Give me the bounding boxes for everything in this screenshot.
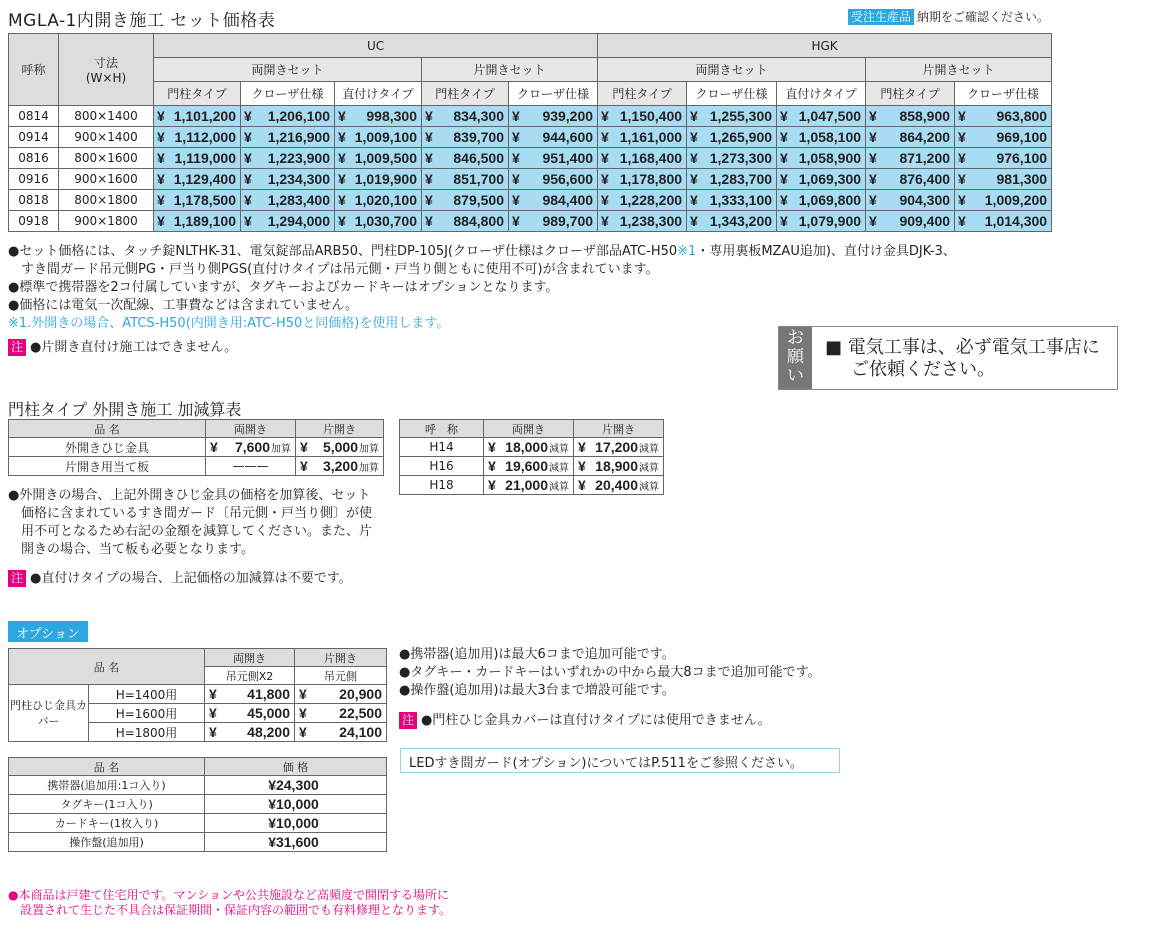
notes-options: ●携帯器(追加用)は最大6コまで追加可能です。 ●タグキー・カードキーはいずれかの中から最大8コまで追加可能です。 ●操作盤(追加用)は最大3台まで増設可能です。: [399, 647, 821, 698]
price-cell: ¥ 904,300: [866, 190, 955, 211]
price-cell: ¥ 944,600: [509, 127, 598, 148]
model-code: 0918: [9, 211, 59, 232]
price-cell: ¥ 956,600: [509, 169, 598, 190]
caution-direct-no-adjust: 注 ●直付けタイプの場合、上記価格の加減算は不要です。: [8, 570, 352, 588]
model-code: 0814: [9, 106, 59, 127]
price-cell: ¥ 834,300: [422, 106, 509, 127]
options-label: オプション: [8, 621, 88, 642]
price-cell: ¥ 19,600減算: [484, 457, 574, 476]
price-cell: ¥ 1,178,500: [154, 190, 241, 211]
price-cell: ¥ 969,100: [955, 127, 1052, 148]
header-uc: UC: [154, 34, 598, 58]
price-cell: ¥10,000: [205, 795, 387, 814]
price-cell: ¥ 1,112,000: [154, 127, 241, 148]
header-closer: クローザ仕様: [509, 82, 598, 106]
price-cell: ¥ 876,400: [866, 169, 955, 190]
price-cell: ¥ 1,119,000: [154, 148, 241, 169]
price-cell: ¥ 1,216,900: [241, 127, 335, 148]
price-cell: ¥ 989,700: [509, 211, 598, 232]
price-cell: ¥ 1,009,500: [335, 148, 422, 169]
note-standard-accessories: ●標準で携帯器を2コ付属していますが、タグキーおよびカードキーはオプションとなります。: [8, 280, 559, 295]
table-row: [400, 438, 664, 457]
header-double: 両開き: [484, 420, 574, 438]
note-included-items: ●セット価格には、タッチ錠NLTHK-31、電気錠部品ARB50、門柱DP-105J(クローザ仕様はクローザ部品ATC-H50※1・専用裏板MZAU追加)、直付け金具DJK-3、: [8, 244, 956, 259]
header-double: 両開き: [206, 420, 296, 438]
dimension: 800×1600: [59, 148, 154, 169]
price-cell: ¥ 1,101,200: [154, 106, 241, 127]
height-size: H=1800用: [89, 723, 205, 742]
header-closer: クローザ仕様: [955, 82, 1052, 106]
order-notice: [848, 8, 1049, 25]
header-single: 片開き: [295, 649, 387, 667]
header-hgk-single: 片開きセット: [866, 58, 1052, 82]
price-cell: ¥ 1,019,900: [335, 169, 422, 190]
accessory-option-table: [8, 757, 387, 852]
price-cell: ¥ 839,700: [422, 127, 509, 148]
header-double: 両開き: [205, 649, 295, 667]
price-cell: ¥ 1,058,100: [777, 127, 866, 148]
price-cell: ¥ 1,009,100: [335, 127, 422, 148]
price-cell: ¥ 1,069,300: [777, 169, 866, 190]
price-cell: ¥ 1,150,400: [598, 106, 687, 127]
price-cell: ¥24,300: [205, 776, 387, 795]
table-row: [400, 457, 664, 476]
price-cell: ¥ 858,900: [866, 106, 955, 127]
price-cell: ¥ 45,000: [205, 704, 295, 723]
header-closer: クローザ仕様: [241, 82, 335, 106]
price-cell: ¥10,000: [205, 814, 387, 833]
table-row: [9, 833, 387, 852]
price-cell: ¥ 963,800: [955, 106, 1052, 127]
height-code: H16: [400, 457, 484, 476]
request-label: お 願 い: [779, 327, 812, 389]
header-name: 呼 称: [400, 420, 484, 438]
dimension: 800×1400: [59, 106, 154, 127]
price-cell: ¥ 1,283,700: [687, 169, 777, 190]
header-price: 価 格: [205, 758, 387, 776]
header-post-type: 門柱タイプ: [422, 82, 509, 106]
price-cell: ¥ 1,265,900: [687, 127, 777, 148]
model-code: 0916: [9, 169, 59, 190]
price-cell: ¥ 1,020,100: [335, 190, 422, 211]
price-cell: ¥ 909,400: [866, 211, 955, 232]
price-cell: ¥ 1,234,300: [241, 169, 335, 190]
dimension: 900×1400: [59, 127, 154, 148]
price-cell: ¥ 1,168,400: [598, 148, 687, 169]
led-guard-reference: LEDすき間ガード(オプション)についてはP.511をご参照ください。: [400, 748, 840, 773]
page-title: MGLA-1内開き施工 セット価格表: [8, 11, 276, 31]
header-post-type: 門柱タイプ: [598, 82, 687, 106]
price-cell: ¥ 1,343,200: [687, 211, 777, 232]
table-row: [9, 814, 387, 833]
price-cell: ¥ 951,400: [509, 148, 598, 169]
header-name: 品 名: [9, 420, 206, 438]
price-cell: ¥ 48,200: [205, 723, 295, 742]
table-row: [9, 148, 1052, 169]
header-name: 呼称: [9, 34, 59, 106]
model-code: 0818: [9, 190, 59, 211]
header-hgk-double: 両開きセット: [598, 58, 866, 82]
price-cell: ¥ 1,228,200: [598, 190, 687, 211]
table-row: [400, 476, 664, 495]
price-cell: ¥ 20,900: [295, 685, 387, 704]
table-row: [9, 106, 1052, 127]
height-size: H=1400用: [89, 685, 205, 704]
table-row: 片開き用当て板 ——— ¥ 3,200加算: [9, 457, 384, 476]
item-name: カードキー(1枚入り): [9, 814, 205, 833]
item-name: 携帯器(追加用:1コ入り): [9, 776, 205, 795]
made-to-order-badge: 受注生産品: [848, 9, 914, 25]
price-cell: ¥ 21,000減算: [484, 476, 574, 495]
price-cell: ¥ 18,000減算: [484, 438, 574, 457]
price-cell: ¥ 976,100: [955, 148, 1052, 169]
table-row: [9, 685, 387, 704]
note-excluded-costs: ●価格には電気一次配線、工事費などは含まれていません。: [8, 298, 359, 313]
price-cell: ¥ 1,189,100: [154, 211, 241, 232]
price-cell: ¥ 851,700: [422, 169, 509, 190]
caution-single-direct: 注 ●片開き直付け施工はできません。: [8, 339, 1068, 357]
table-row: [9, 211, 1052, 232]
price-cell: ¥ 1,129,400: [154, 169, 241, 190]
price-cell: ¥ 1,294,000: [241, 211, 335, 232]
price-cell: ¥ 1,255,300: [687, 106, 777, 127]
dimension: 900×1600: [59, 169, 154, 190]
cover-group-name: 門柱ひじ金具カバー: [9, 685, 89, 742]
price-cell: ¥ 864,200: [866, 127, 955, 148]
price-cell: ¥ 1,030,700: [335, 211, 422, 232]
header-single: 片開き: [296, 420, 384, 438]
item-name: タグキー(1コ入り): [9, 795, 205, 814]
price-cell: ¥31,600: [205, 833, 387, 852]
model-code: 0914: [9, 127, 59, 148]
header-direct: 直付けタイプ: [335, 82, 422, 106]
price-cell: ¥ 41,800: [205, 685, 295, 704]
price-cell: ¥ 18,900減算: [574, 457, 664, 476]
item-name: 操作盤(追加用): [9, 833, 205, 852]
table-row: [9, 190, 1052, 211]
caution-cover: 注 ●門柱ひじ金具カバーは直付けタイプには使用できません。: [399, 712, 771, 730]
table-row: [9, 127, 1052, 148]
price-cell: ¥ 1,273,300: [687, 148, 777, 169]
notes-outswing: ●外開きの場合、上記外開きひじ金具の価格を加算後、セット 価格に含まれているすき間ガード〔吊元側・戸当り側〕が使 用不可となるため右記の金額を減算してください。また、片 開きの場合、当て板も必要となります。: [8, 488, 373, 557]
header-name: 品 名: [9, 649, 205, 685]
header-post-type: 門柱タイプ: [154, 82, 241, 106]
table-row: 外開きひじ金具 ¥ 7,600加算 ¥ 5,000加算: [9, 438, 384, 457]
price-cell: ¥ 984,400: [509, 190, 598, 211]
price-cell: ¥ 1,161,000: [598, 127, 687, 148]
table-row: [9, 795, 387, 814]
header-uc-single: 片開きセット: [422, 58, 598, 82]
price-cell: ¥ 1,178,800: [598, 169, 687, 190]
price-cell: ¥ 22,500: [295, 704, 387, 723]
footer-warning: ●本商品は戸建て住宅用です。マンションや公共施設など高頻度で開閉する場所に 設置されて生じた不具合は保証期間・保証内容の範囲でも有料修理となります。: [8, 888, 452, 917]
height-code: H18: [400, 476, 484, 495]
order-notice-text: 納期をご確認ください。: [917, 10, 1050, 24]
caution-icon: 注: [8, 570, 26, 587]
model-code: 0816: [9, 148, 59, 169]
set-price-table: [8, 33, 1052, 232]
note-included-items-cont: すき間ガード吊元側PG・戸当り側PGS(直付けタイプは吊元側・戸当り側ともに使用不可)が含まれています。: [21, 262, 659, 277]
header-single: 片開き: [574, 420, 664, 438]
header-name: 品 名: [9, 758, 205, 776]
price-cell: ¥ 1,333,100: [687, 190, 777, 211]
addition-table: [8, 419, 384, 476]
price-cell: ¥ 1,069,800: [777, 190, 866, 211]
price-cell: ¥ 1,047,500: [777, 106, 866, 127]
table-row: [9, 776, 387, 795]
table-row: [9, 169, 1052, 190]
cover-option-table: 品 名 両開き 片開き 吊元側X2 吊元側 門柱ひじ金具カバー H=1400用 ¥ 41,800 ¥ 20,900 H=1600用 ¥ 45,000 ¥ 22,500 H=1800用 ¥ 48,200 ¥ 24,100: [8, 648, 387, 742]
section-title-outswing: 門柱タイプ 外開き施工 加減算表: [8, 400, 242, 419]
price-cell: ¥ 981,300: [955, 169, 1052, 190]
price-cell: ¥ 20,400減算: [574, 476, 664, 495]
note-footnote-1: ※1.外開きの場合、ATCS-H50(内開き用:ATC-H50と同価格)を使用します。: [8, 316, 450, 331]
header-closer: クローザ仕様: [687, 82, 777, 106]
subtraction-table: [399, 419, 664, 495]
price-cell: ¥ 998,300: [335, 106, 422, 127]
price-cell: ¥ 1,058,900: [777, 148, 866, 169]
price-cell: ¥ 879,500: [422, 190, 509, 211]
price-cell: ¥ 1,079,900: [777, 211, 866, 232]
height-size: H=1600用: [89, 704, 205, 723]
price-cell: ¥ 1,009,200: [955, 190, 1052, 211]
height-code: H14: [400, 438, 484, 457]
caution-icon: 注: [8, 339, 26, 356]
price-cell: ¥ 1,014,300: [955, 211, 1052, 232]
price-cell: ¥ 846,500: [422, 148, 509, 169]
price-cell: ¥ 1,238,300: [598, 211, 687, 232]
header-dimension: 寸法 (W×H): [59, 34, 154, 106]
header-uc-double: 両開きセット: [154, 58, 422, 82]
price-cell: ¥ 1,206,100: [241, 106, 335, 127]
price-cell: ¥ 1,283,400: [241, 190, 335, 211]
request-box: [778, 326, 1118, 390]
price-cell: ¥ 871,200: [866, 148, 955, 169]
price-cell: ¥ 24,100: [295, 723, 387, 742]
header-hgk: HGK: [598, 34, 1052, 58]
price-cell: ¥ 17,200減算: [574, 438, 664, 457]
price-cell: ¥ 1,223,900: [241, 148, 335, 169]
header-post-type: 門柱タイプ: [866, 82, 955, 106]
price-cell: ¥ 884,800: [422, 211, 509, 232]
price-cell: ¥ 939,200: [509, 106, 598, 127]
dimension: 800×1800: [59, 190, 154, 211]
dimension: 900×1800: [59, 211, 154, 232]
caution-icon: 注: [399, 712, 417, 729]
header-direct: 直付けタイプ: [777, 82, 866, 106]
request-text: ■ 電気工事は、必ず電気工事店に ご依頼ください。: [825, 337, 1100, 380]
